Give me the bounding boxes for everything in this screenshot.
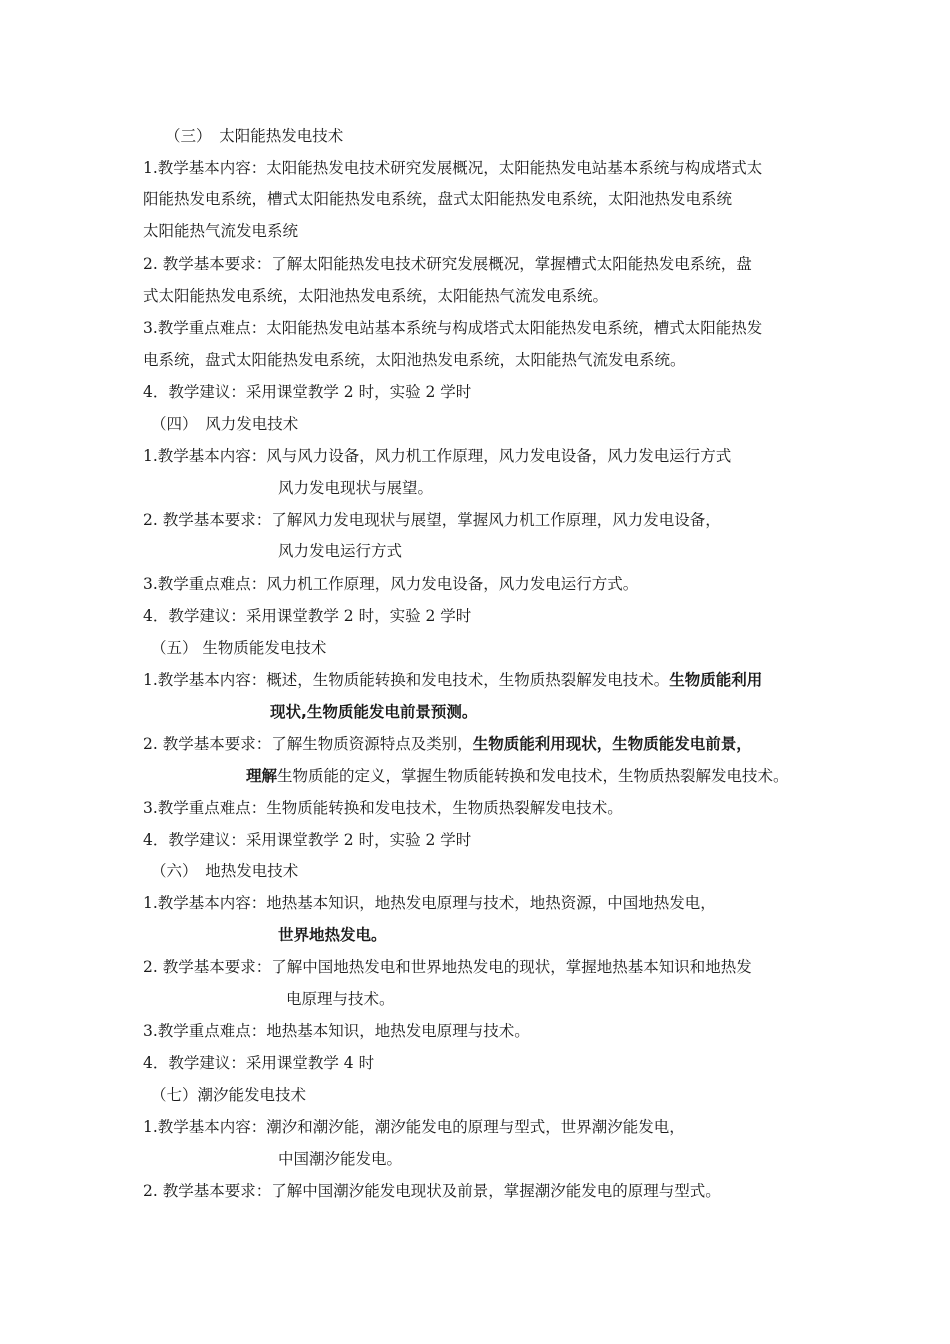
teaching-advice-line: 4．教学建议：采用课堂教学 2 时，实验 2 学时 [143,383,472,401]
key-difficulty-line: 3.教学重点难点：地热基本知识，地热发电原理与技术。 [143,1022,530,1040]
requirement-bold-text: 理解 [246,767,278,785]
teaching-content-line: 1.教学基本内容：太阳能热发电技术研究发展概况，太阳能热发电站基本系统与构成塔式太 [143,159,763,177]
teaching-content-line: 世界地热发电。 [278,926,387,944]
teaching-content-line: 太阳能热气流发电系统 [143,222,299,240]
teaching-advice-line: 4．教学建议：采用课堂教学 2 时，实验 2 学时 [143,607,472,625]
teaching-requirement-line: 2. 教学基本要求：了解太阳能热发电技术研究发展概况，掌握槽式太阳能热发电系统，盘 [143,255,752,273]
teaching-advice-line: 4．教学建议：采用课堂教学 2 时，实验 2 学时 [143,831,472,849]
teaching-content-line: 1.教学基本内容：风与风力设备，风力机工作原理，风力发电设备，风力发电运行方式 [143,447,732,465]
teaching-content-line: 1.教学基本内容：潮汐和潮汐能，潮汐能发电的原理与型式，世界潮汐能发电， [143,1118,685,1136]
teaching-requirement-line: 2. 教学基本要求：了解中国地热发电和世界地热发电的现状，掌握地热基本知识和地热发 [143,958,752,976]
requirement-text: 2. 教学基本要求：了解生物质资源特点及类别， [143,735,473,753]
teaching-content-line: 阳能热发电系统，槽式太阳能热发电系统，盘式太阳能热发电系统，太阳池热发电系统 [143,190,733,208]
teaching-content-line [143,670,762,690]
teaching-requirement-line: 电原理与技术。 [286,990,395,1008]
key-difficulty-line: 3.教学重点难点：生物质能转换和发电技术，生物质热裂解发电技术。 [143,799,623,817]
teaching-requirement-line: 2. 教学基本要求：了解风力发电现状与展望，掌握风力机工作原理，风力发电设备， [143,511,721,529]
content-text: 1.教学基本内容：概述，生物质能转换和发电技术，生物质热裂解发电技术。 [143,671,670,689]
teaching-content-line: 1.教学基本内容：地热基本知识，地热发电原理与技术，地热资源，中国地热发电， [143,894,716,912]
content-bold-text: 生物质能利用 [669,671,763,689]
key-difficulty-line: 3.教学重点难点：太阳能热发电站基本系统与构成塔式太阳能热发电系统，槽式太阳能热发 [143,319,763,337]
section-heading: （六） 地热发电技术 [151,862,299,880]
requirement-text: 生物质能的定义，掌握生物质能转换和发电技术，生物质热裂解发电技术。 [277,767,789,785]
teaching-requirement-line [143,734,752,754]
teaching-requirement-line: 风力发电运行方式 [278,542,403,560]
teaching-content-line: 中国潮汐能发电。 [278,1150,403,1168]
teaching-requirement-line [246,766,789,786]
teaching-requirement-line: 2. 教学基本要求：了解中国潮汐能发电现状及前景，掌握潮汐能发电的原理与型式。 [143,1182,721,1200]
teaching-advice-line: 4．教学建议：采用课堂教学 4 时 [143,1054,375,1072]
section-heading: （四） 风力发电技术 [151,415,299,433]
section-heading: （三） 太阳能热发电技术 [165,127,344,145]
teaching-content-line: 现状,生物质能发电前景预测。 [270,703,478,721]
requirement-bold-text: 生物质能利用现状，生物质能发电前景， [472,735,752,753]
key-difficulty-line: 3.教学重点难点：风力机工作原理，风力发电设备，风力发电运行方式。 [143,575,639,593]
teaching-content-line: 风力发电现状与展望。 [278,479,434,497]
section-heading: （五） 生物质能发电技术 [151,639,327,657]
section-heading: （七）潮汐能发电技术 [151,1086,307,1104]
teaching-requirement-line: 式太阳能热发电系统，太阳池热发电系统，太阳能热气流发电系统。 [143,287,609,305]
key-difficulty-line: 电系统，盘式太阳能热发电系统，太阳池热发电系统，太阳能热气流发电系统。 [143,351,686,369]
